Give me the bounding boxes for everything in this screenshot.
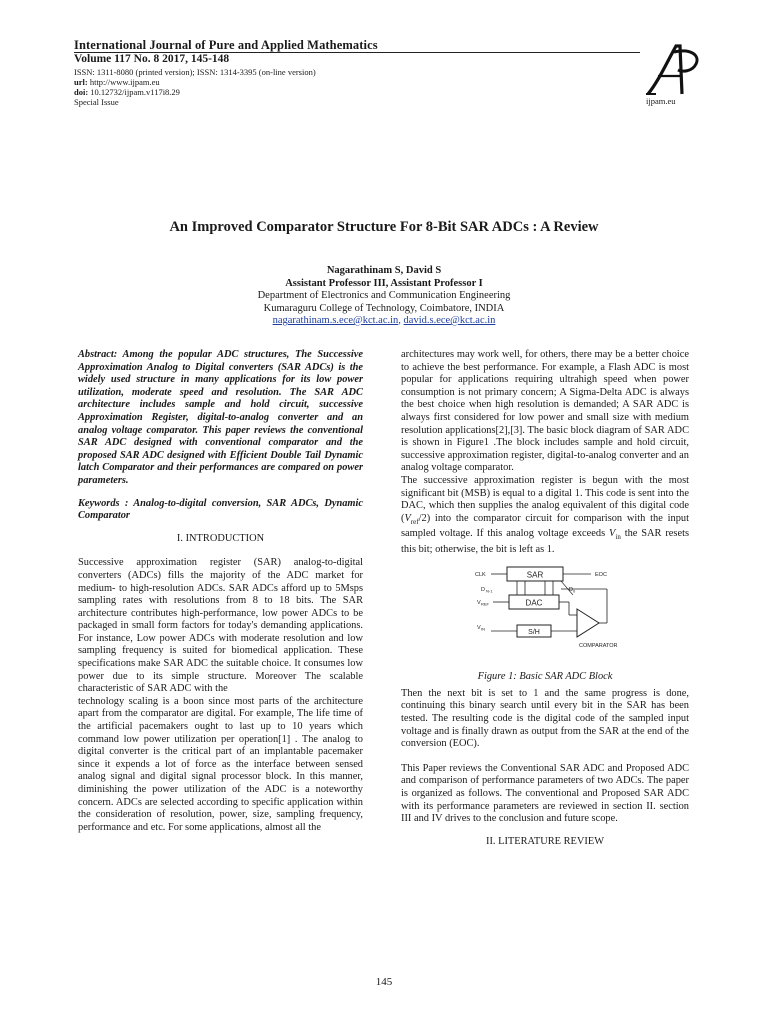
special-issue-label: Special Issue: [74, 97, 119, 107]
journal-title: International Journal of Pure and Applied Mathematics: [74, 38, 378, 52]
author-department: Department of Electronics and Communication Engineering: [257, 290, 511, 301]
doi-value: 10.12732/ijpam.v117i8.29: [90, 87, 180, 97]
svg-text:DAC: DAC: [525, 598, 543, 608]
url-line: [74, 77, 160, 87]
right-paragraph-2: The successive approximation register is begun with the most significant bit (MSB) is equal to a digital 1. This code is sent into the DAC, which then supplies the analog equivalent of this digital code $(V_{ref}/2)$ into the comparator circuit for comparison with the input sampled voltage. If this analog voltage exceeds $V_{in}$ the SAR resets this bit; otherwise, the bit is left as 1.: [401, 474, 690, 556]
page-number: 145: [375, 976, 393, 988]
email-separator: ,: [398, 315, 401, 326]
comparator-symbol: [577, 609, 599, 637]
logo-caption: ijpam.eu: [646, 96, 676, 106]
sar-adc-block-diagram: [401, 565, 689, 665]
svg-text:D: D: [569, 586, 573, 593]
paper-title: An Improved Comparator Structure For 8-Bit SAR ADCs : A Review: [169, 219, 599, 235]
introduction-heading: I. INTRODUCTION: [176, 532, 265, 544]
svg-text:V: V: [477, 624, 481, 631]
figure-caption: Figure 1: Basic SAR ADC Block: [477, 671, 613, 683]
svg-text:SAR: SAR: [526, 570, 544, 580]
journal-logo-icon: [640, 42, 702, 98]
email-link-2[interactable]: david.s.ece@kct.ac.in: [403, 315, 496, 326]
volume-line: Volume 117 No. 8 2017, 145-148: [74, 53, 230, 65]
author-names: Nagarathinam S, David S: [326, 265, 442, 276]
literature-review-heading: II. LITERATURE REVIEW: [485, 835, 605, 847]
intro-paragraph-2: technology scaling is a boon since most parts of the architecture apart from the comparator are digital. For example, The life time of the artificial pacemakers ought to last up to 10 years which command low power utilization per operation[1] . The analog to digital converter is the critical part of an implantable pacemaker since it expends a lot of force as the interface between sensed analog signal and digital signal processor block. In this manner, diminishing the power utilization of the ADC is a noteworthy concern. ADCs are selected according to specific application within the consideration of resolution, power, size, sampling frequency, performance and etc. For some applications, almost all the: [78, 695, 363, 833]
svg-text:COMPARATOR: COMPARATOR: [579, 642, 618, 649]
keywords: Keywords : Analog-to-digital conversion, SAR ADCs, Dynamic Comparator: [78, 497, 363, 522]
url-value[interactable]: http://www.ijpam.eu: [89, 77, 160, 87]
issn-line: ISSN: 1311-8080 (printed version); ISSN: 1314-3395 (on-line version): [74, 67, 316, 77]
svg-text:S/H: S/H: [528, 628, 540, 636]
svg-text:REF: REF: [481, 601, 489, 607]
right-paragraph-1: architectures may work well, for others, there may be a better choice to achieve the best performance. For example, a Flash ADC is most popular for applications requiring ultrahigh speed when power consumption is not primary concern; A Sigma-Delta ADC is always the best choice when high resolution is demanded; A SAR ADC is always first considered for low power and small size with medium resolution applications[2],[3]. The basic block diagram of SAR ADC is shown in Figure1 .The block includes sample and hold circuit, successive approximation register, digital-to-analog converter and an analog voltage comparator.: [401, 349, 689, 474]
svg-text:N-1: N-1: [486, 588, 493, 594]
email-link-1[interactable]: nagarathinam.s.ece@kct.ac.in: [272, 315, 399, 326]
right-paragraph-3: Then the next bit is set to 1 and the same progress is done, continuing this binary search until every bit in the SAR has been tested. The resulting code is the digital code of the sampled input voltage and is finally drawn as output from the SAR at the end of the conversion (EOC).: [401, 687, 689, 750]
svg-text:IN: IN: [481, 626, 485, 632]
svg-text:CLK: CLK: [475, 571, 486, 578]
author-college: Kumaraguru College of Technology, Coimbatore, INDIA: [263, 303, 505, 314]
svg-text:V: V: [477, 599, 481, 606]
svg-text:0: 0: [573, 588, 576, 594]
left-column: [78, 349, 363, 834]
intro-paragraph-1: Successive approximation register (SAR) analog-to-digital converters (ADCs) fills the majority of the ADC market for medium- to high-resolution ADCs. SAR ADCs afford up to 5Msps sampling rates with resolutions from 8 to 18 bits. The SAR architecture contributes high-performance, low power ADCs to be packaged in small form factors for today's demanding applications. For instance, Low power ADCs with moderate resolution and low sampling frequency is suited for biomedical application. These specifications make SAR ADC the suitable choice. It consumes low power due to its simple structure. Moreover The scalable characteristic of SAR ADC with the: [78, 557, 363, 695]
svg-text:EOC: EOC: [595, 571, 607, 578]
svg-text:D: D: [481, 586, 485, 593]
right-column: [401, 349, 689, 860]
author-positions: Assistant Professor III, Assistant Professor I: [285, 278, 483, 289]
abstract: Abstract: Among the popular ADC structures, The Successive Approximation Analog to Digital converters (SAR ADCs) is the widely used structure in many applications for its low power utilization, moderate speed and resolution. The SAR ADC architecture includes sample and hold circuit, successive Approximation Register, digital-to-analog converter and an analog voltage comparator. This paper reviews the conventional SAR ADC designed with conventional comparator and the proposed SAR ADC designed with Efficient Double Tail Dynamic latch Comparator and their performances are compared on power parameters.: [78, 349, 363, 486]
doi-line: [74, 87, 180, 97]
url-label: url:: [74, 77, 88, 87]
author-emails: [0, 315, 768, 326]
doi-label: doi:: [74, 87, 89, 97]
right-paragraph-4: This Paper reviews the Conventional SAR ADC and Proposed ADC and comparison of performance parameters of two ADCs. The paper is organized as follows. The conventional and Proposed SAR ADC with its performance parameters are reviewed in section II. section III and IV drives to the conclusion and future scope.: [401, 762, 689, 825]
